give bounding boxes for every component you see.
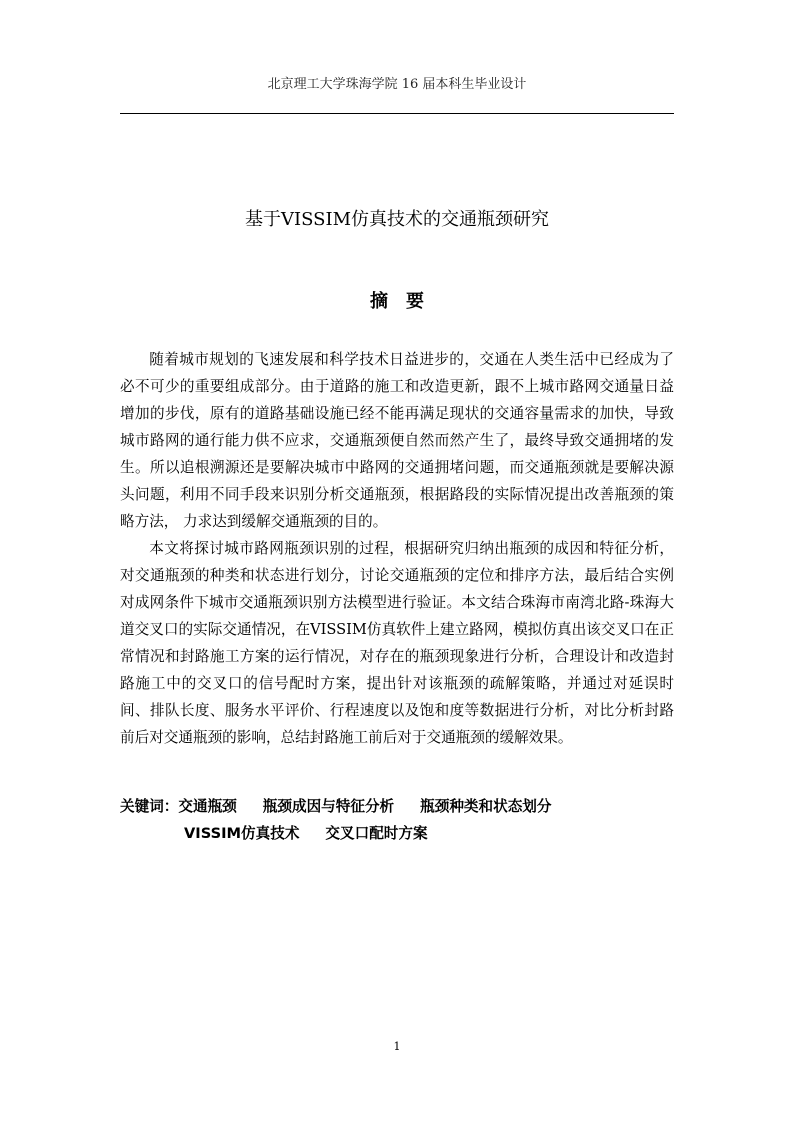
header-rule (120, 113, 674, 114)
keywords-line (120, 793, 674, 820)
keyword: 瓶颈种类和状态划分 (420, 798, 552, 815)
keywords-section (120, 793, 674, 847)
keyword: 瓶颈成因与特征分析 (262, 798, 395, 815)
keyword: 交叉口配时方案 (325, 825, 428, 842)
page-header: 北京理工大学珠海学院 16 届本科生毕业设计 (267, 77, 527, 92)
keyword: 交通瓶颈 (178, 798, 237, 815)
keyword: VISSIM仿真技术 (184, 825, 300, 842)
abstract-paragraph: 随着城市规划的飞速发展和科学技术日益进步的，交通在人类生活中已经成为了必不可少的重要组成部分。由于道路的施工和改造更新，跟不上城市路网交通量日益增加的步伐，原有的道路基础设施已经不能再满足现状的交通容量需求的加快，导致城市路网的通行能力供不应求，交通瓶颈便自然而然产生了，最终导致交通拥堵的发生。所以追根溯源还是要解决城市中路网的交通拥堵问题，而交通瓶颈就是要解决源头问题，利用不同手段来识别分析交通瓶颈，根据路段的实际情况提出改善瓶颈的策略方法， 力求达到缓解交通瓶颈的目的。 (120, 351, 674, 530)
keywords-label: 关键词： (120, 798, 179, 815)
abstract-paragraph: 本文将探讨城市路网瓶颈识别的过程，根据研究归纳出瓶颈的成因和特征分析，对交通瓶颈的种类和状态进行划分，讨论交通瓶颈的定位和排序方法，最后结合实例对成网条件下城市交通瓶颈识别方法模型进行验证。本文结合珠海市南湾北路-珠海大道交叉口的实际交通情况，在VISSIM仿真软件上建立路网，模拟仿真出该交叉口在正常情况和封路施工方案的运行情况，对存在的瓶颈现象进行分析，合理设计和改造封路施工中的交叉口的信号配时方案，提出针对该瓶颈的疏解策略，并通过对延误时间、排队长度、服务水平评价、行程速度以及饱和度等数据进行分析，对比分析封路前后对交通瓶颈的影响，总结封路施工前后对于交通瓶颈的缓解效果。 (120, 540, 674, 746)
abstract-heading: 摘 要 (370, 291, 424, 312)
document-title: 基于VISSIM仿真技术的交通瓶颈研究 (245, 209, 549, 230)
abstract-body (120, 346, 674, 751)
page-number: 1 (393, 1040, 401, 1053)
keywords-line (120, 820, 674, 847)
